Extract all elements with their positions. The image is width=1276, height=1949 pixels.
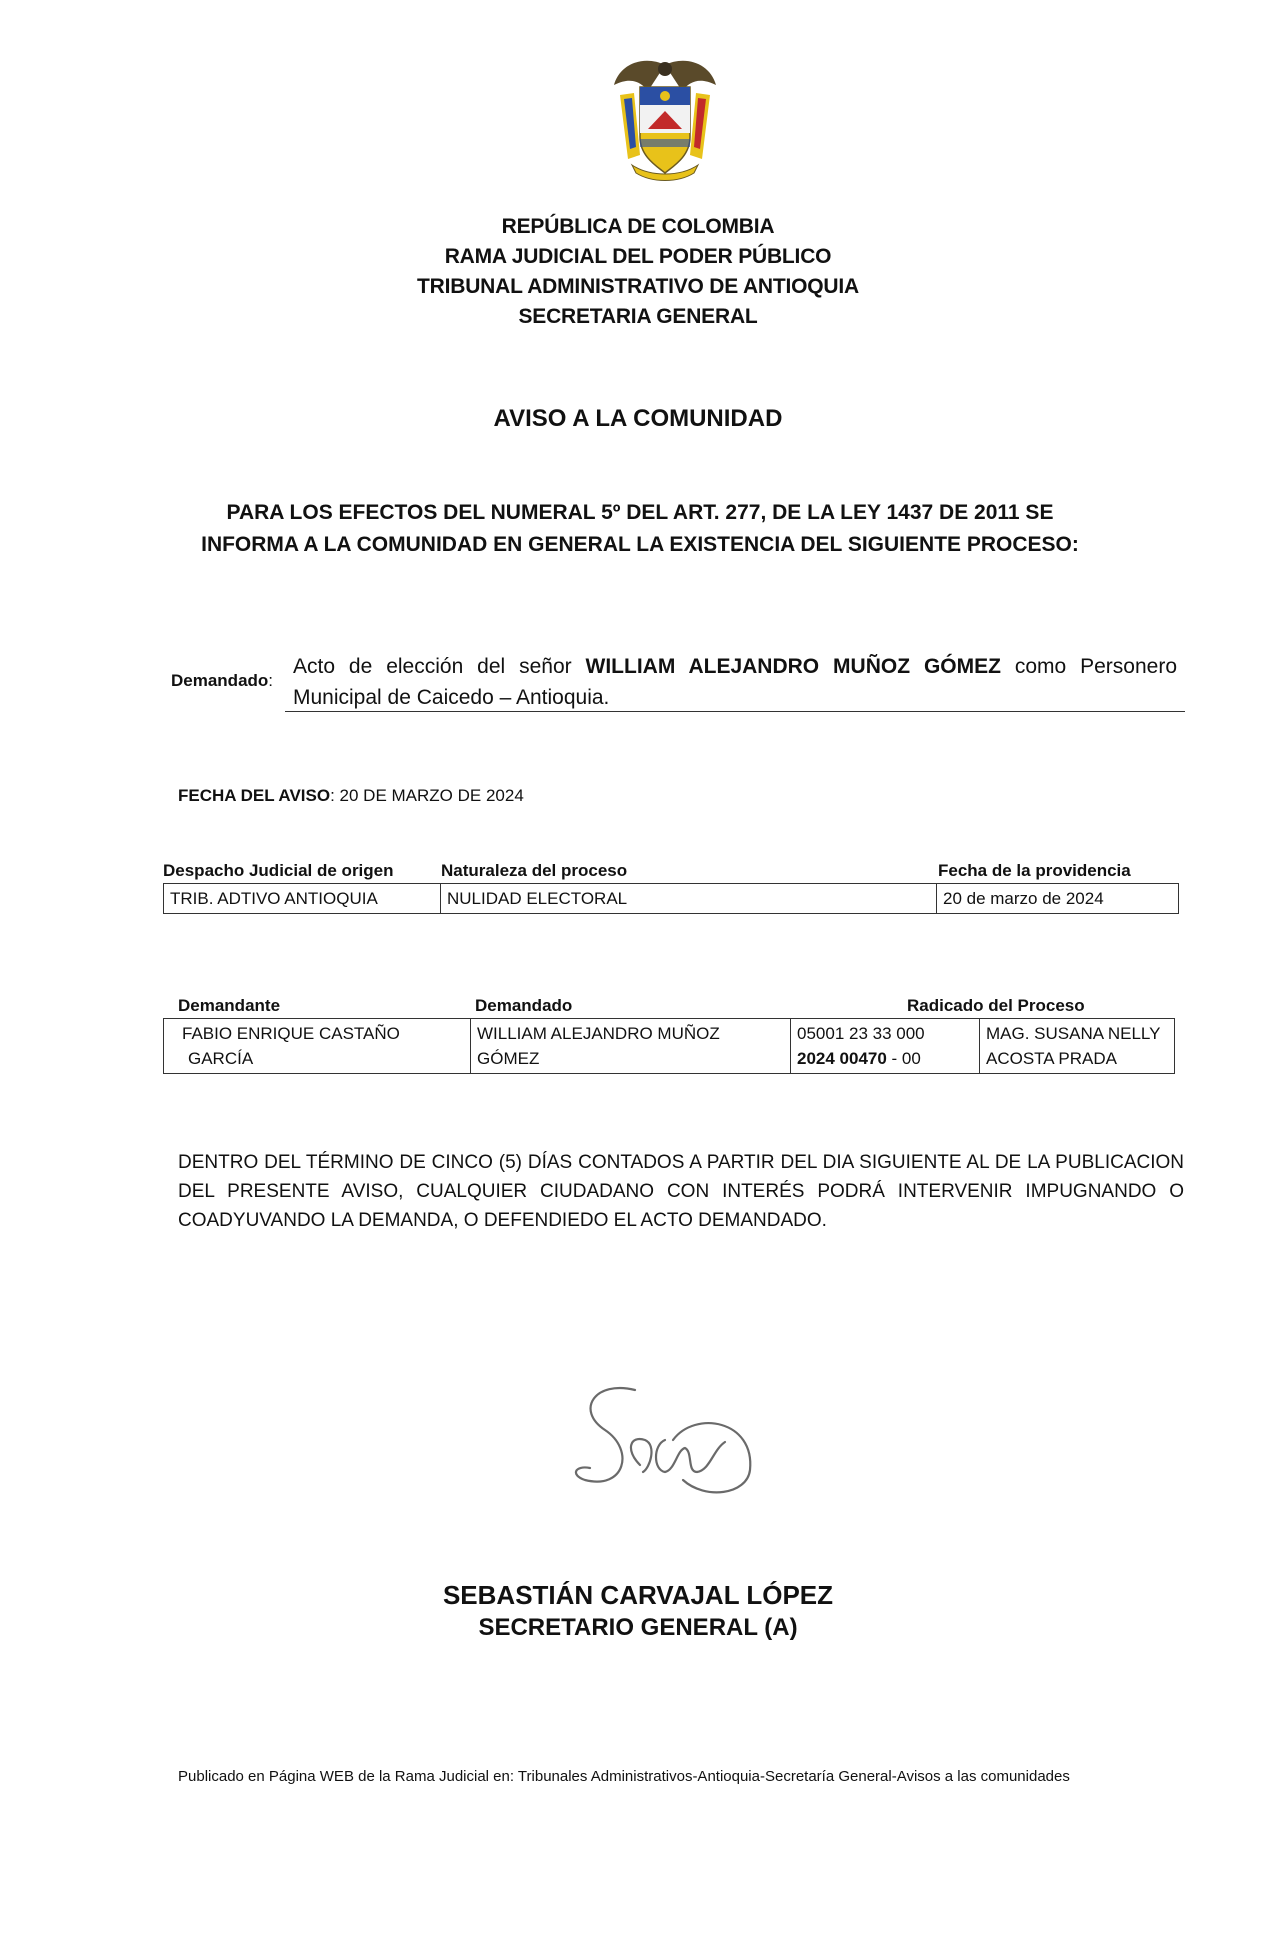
table1-cell-naturaleza: NULIDAD ELECTORAL bbox=[441, 884, 937, 914]
demandado-line-1: WILLIAM ALEJANDRO MUÑOZ bbox=[477, 1024, 720, 1043]
demandado-line-2: GÓMEZ bbox=[477, 1049, 540, 1068]
demandado-label-colon: : bbox=[268, 671, 274, 690]
magistrado-line-2: ACOSTA PRADA bbox=[986, 1049, 1117, 1068]
table-row bbox=[164, 884, 1179, 914]
handwritten-signature-icon bbox=[565, 1370, 775, 1520]
header-line-country: REPÚBLICA DE COLOMBIA bbox=[501, 215, 775, 238]
fecha-aviso bbox=[178, 786, 524, 806]
radicado-line-1: 05001 23 33 000 bbox=[797, 1024, 925, 1043]
table2-cell-radicado bbox=[791, 1019, 980, 1074]
process-parties-table bbox=[163, 1018, 1175, 1074]
radicado-suffix: - 00 bbox=[886, 1049, 921, 1068]
header-line-branch: RAMA JUDICIAL DEL PODER PÚBLICO bbox=[444, 245, 832, 268]
intro-paragraph: PARA LOS EFECTOS DEL NUMERAL 5º DEL ART. 277, DE LA LEY 1437 DE 2011 SE INFORMA A LA COMUNIDAD EN GENERAL LA EXISTENCIA DEL SIGUIENTE PROCESO: bbox=[201, 501, 1079, 556]
header-line-office: SECRETARIA GENERAL bbox=[518, 305, 758, 328]
radicado-number: 2024 00470 bbox=[797, 1049, 887, 1068]
radicado-line-2 bbox=[797, 1046, 973, 1071]
table2-cell-demandante bbox=[164, 1019, 471, 1074]
process-origin-table bbox=[163, 883, 1179, 914]
table2-header-demandado: Demandado bbox=[475, 996, 573, 1015]
footer-note: Publicado en Página WEB de la Rama Judicial en: Tribunales Administrativos-Antioquia-Secretaría General-Avisos a las comunidades bbox=[178, 1768, 1070, 1785]
table2-cell-magistrado bbox=[980, 1019, 1175, 1074]
magistrado-line-1: MAG. SUSANA NELLY bbox=[986, 1024, 1161, 1043]
colombia-coat-of-arms-icon bbox=[610, 55, 720, 185]
fecha-aviso-value: 20 DE MARZO DE 2024 bbox=[339, 786, 524, 805]
fecha-aviso-label: FECHA DEL AVISO bbox=[178, 786, 331, 805]
table2-header-demandante: Demandante bbox=[178, 996, 281, 1015]
demandado-label bbox=[171, 671, 273, 691]
demandado-name: WILLIAM ALEJANDRO MUÑOZ GÓMEZ bbox=[585, 655, 1001, 678]
fecha-aviso-sep: : bbox=[330, 786, 340, 805]
demandado-text-before: Acto de elección del señor bbox=[293, 655, 586, 678]
table-row bbox=[164, 1019, 1175, 1074]
demandado-description bbox=[293, 651, 1177, 713]
table2-cell-demandado bbox=[471, 1019, 791, 1074]
table1-cell-despacho: TRIB. ADTIVO ANTIOQUIA bbox=[164, 884, 441, 914]
demandado-text-after: como Personero Municipal de Caicedo – Antioquia. bbox=[293, 655, 1178, 709]
signer-role: SECRETARIO GENERAL (A) bbox=[478, 1614, 798, 1641]
table1-header-naturaleza: Naturaleza del proceso bbox=[441, 861, 628, 880]
table1-header-fecha: Fecha de la providencia bbox=[938, 861, 1131, 880]
header-line-tribunal: TRIBUNAL ADMINISTRATIVO DE ANTIOQUIA bbox=[417, 275, 859, 298]
table1-cell-fecha: 20 de marzo de 2024 bbox=[937, 884, 1179, 914]
table2-header-radicado: Radicado del Proceso bbox=[907, 996, 1085, 1015]
demandado-label-text: Demandado bbox=[171, 671, 269, 690]
page-title: AVISO A LA COMUNIDAD bbox=[493, 405, 783, 432]
notice-paragraph: DENTRO DEL TÉRMINO DE CINCO (5) DÍAS CONTADOS A PARTIR DEL DIA SIGUIENTE AL DE LA PUBLICACION DEL PRESENTE AVISO, CUALQUIER CIUDADANO CON INTERÉS PODRÁ INTERVENIR IMPUGNANDO O COADYUVANDO LA DEMANDA, O DEFENDIEDO EL ACTO DEMANDADO. bbox=[178, 1152, 1184, 1231]
demandado-underline bbox=[285, 711, 1185, 712]
demandante-line-1: FABIO ENRIQUE CASTAÑO bbox=[182, 1024, 400, 1043]
table1-header-despacho: Despacho Judicial de origen bbox=[163, 861, 394, 880]
demandante-line-2: GARCÍA bbox=[188, 1049, 254, 1068]
signer-name: SEBASTIÁN CARVAJAL LÓPEZ bbox=[442, 1580, 834, 1610]
